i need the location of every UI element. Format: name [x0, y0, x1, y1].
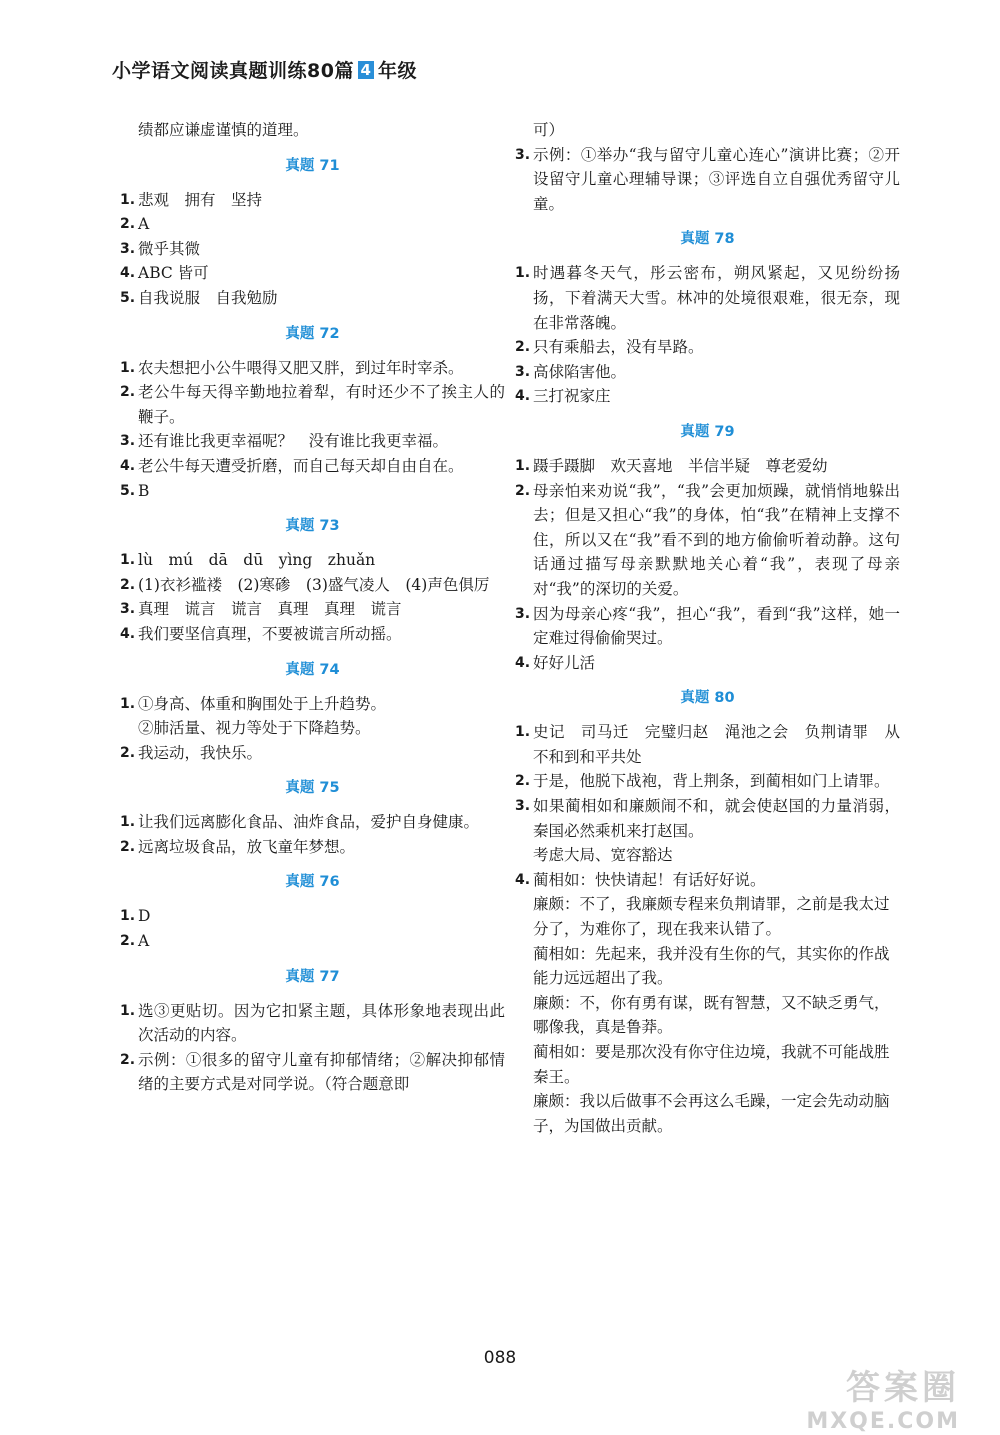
section-title-78: 真题 78	[680, 231, 735, 248]
answer-item: 4. 蔺相如：快快请起！有话好好说。	[515, 870, 766, 889]
dialog-line: 蔺相如：先起来，我并没有生你的气，其实你的作战能力远远超出了我。	[533, 944, 890, 988]
answer-subline: 考虑大局、宽容豁达	[533, 846, 673, 865]
answer-item: 4. ABC 皆可	[120, 264, 209, 283]
section-title-73: 真题 73	[285, 518, 340, 535]
answer-item: 2. 只有乘船去，没有旱路。	[515, 338, 704, 357]
answer-item: 4. 老公牛每天遭受折磨，而自己每天却自由自在。	[120, 456, 464, 475]
answer-item: 2. A	[120, 215, 150, 234]
section-title-79: 真题 79	[680, 423, 735, 440]
answer-item: 3. 微乎其微	[120, 239, 201, 258]
answer-item: 1. 蹑手蹑脚 欢天喜地 半信半疑 尊老爱幼	[515, 456, 828, 475]
answer-item: 1. 农夫想把小公牛喂得又肥又胖，到过年时宰杀。	[120, 358, 464, 377]
answer-item: 1. 史记 司马迁 完璧归赵 渑池之会 负荆请罪 从不和到和平共处	[515, 723, 900, 766]
answer-item: 2. A	[120, 932, 150, 951]
answer-item: 2. 母亲怕来劝说“我”，“我”会更加烦躁，就悄悄地躲出去；但是又担心“我”的身体，怕“我”在精神上支撑不住，所以又在“我”看不到的地方偷偷听着动静。这句话通过描写母亲默默地关心着“我”，表现了母亲对“我”的深切的关爱。	[515, 481, 900, 598]
watermark	[806, 1360, 960, 1434]
title-suffix: 年级	[377, 60, 417, 82]
answer-item: 2. (1)衣衫褴褛 (2)寒碜 (3)盛气凌人 (4)声色俱厉	[120, 575, 490, 594]
watermark-url: MXQE.COM	[806, 1409, 960, 1434]
watermark-logo: 答案圈	[846, 1368, 960, 1408]
answer-item: 3. 示例：①举办“我与留守儿童心连心”演讲比赛；②开设留守儿童心理辅导课；③评选自立自强优秀留守儿童。	[515, 145, 900, 213]
answer-item: 1. D	[120, 907, 151, 926]
answer-item: 2. 于是，他脱下战袍，背上荆条，到蔺相如门上请罪。	[515, 772, 890, 791]
answer-item: 1. 悲观 拥有 坚持	[120, 190, 263, 209]
section-title-77: 真题 77	[285, 968, 340, 985]
book-title	[112, 56, 417, 83]
title-prefix: 小学语文阅读真题训练80篇	[112, 60, 354, 82]
dialog-line: 廉颇：我以后做事不会再这么毛躁，一定会先动动脑子，为国做出贡献。	[533, 1092, 890, 1135]
answer-item: 1. 让我们远离膨化食品、油炸食品，爱护自身健康。	[120, 813, 480, 832]
continued-text: 可）	[533, 121, 565, 139]
answer-item: 1. 选③更贴切。因为它扣紧主题，具体形象地表现出此次活动的内容。	[120, 1001, 505, 1045]
answer-item: 1. lù mú dā dū yìng zhuǎn	[120, 551, 376, 570]
answer-item: 3. 如果蔺相如和廉颇闹不和，就会使赵国的力量消弱，秦国必然乘机来打赵国。	[515, 797, 900, 840]
section-title-80: 真题 80	[680, 690, 735, 707]
answer-item: 1. 时遇暮冬天气，彤云密布，朔风紧起，又见纷纷扬扬，下着满天大雪。林冲的处境很艰难，很无奈，现在非常落魄。	[515, 264, 900, 332]
answer-item: 3. 还有谁比我更幸福呢？ 没有谁比我更幸福。	[120, 432, 449, 451]
answer-item: 1. ①身高、体重和胸围处于上升趋势。	[120, 694, 387, 713]
section-title-76: 真题 76	[285, 874, 340, 891]
section-title-71: 真题 71	[285, 157, 340, 174]
right-column	[515, 118, 900, 1138]
dialog-line: 廉颇：不了，我廉颇专程来负荆请罪，之前是我太过分了，为难你了，现在我来认错了。	[533, 895, 890, 939]
section-title-75: 真题 75	[285, 780, 340, 797]
answer-item: 3. 真理 谎言 谎言 真理 真理 谎言	[120, 600, 402, 619]
dialog-line: 蔺相如：要是那次没有你守住边境，我就不可能战胜秦王。	[533, 1043, 890, 1086]
answer-subline: ②肺活量、视力等处于下降趋势。	[138, 719, 371, 738]
continued-text: 绩都应谦虚谨慎的道理。	[138, 121, 309, 139]
section-title-72: 真题 72	[285, 325, 340, 342]
answer-item: 2. 老公牛每天得辛勤地拉着犁，有时还少不了挨主人的鞭子。	[120, 383, 505, 426]
answer-item: 4. 好好儿活	[515, 653, 596, 672]
left-column	[120, 118, 505, 1097]
answer-item: 2. 我运动，我快乐。	[120, 743, 263, 762]
answer-item: 2. 示例：①很多的留守儿童有抑郁情绪；②解决抑郁情绪的主要方式是对同学说。（符合题意即	[120, 1050, 505, 1094]
section-title-74: 真题 74	[285, 661, 340, 678]
answer-item: 5. B	[120, 481, 150, 500]
dialog-line: 廉颇：不，你有勇有谋，既有智慧，又不缺乏勇气，哪像我，真是鲁莽。	[533, 993, 890, 1037]
answer-item: 4. 我们要坚信真理，不要被谎言所动摇。	[120, 624, 402, 643]
answer-item: 2. 远离垃圾食品，放飞童年梦想。	[120, 837, 356, 856]
page-number: 088	[483, 1348, 517, 1368]
answer-item: 4. 三打祝家庄	[515, 387, 611, 406]
answer-item: 5. 自我说服 自我勉励	[120, 288, 278, 307]
answer-item: 3. 高俅陷害他。	[515, 362, 627, 381]
grade-badge: 4	[358, 61, 374, 79]
answer-item: 3. 因为母亲心疼“我”，担心“我”，看到“我”这样，她一定难过得偷偷哭过。	[515, 604, 900, 648]
